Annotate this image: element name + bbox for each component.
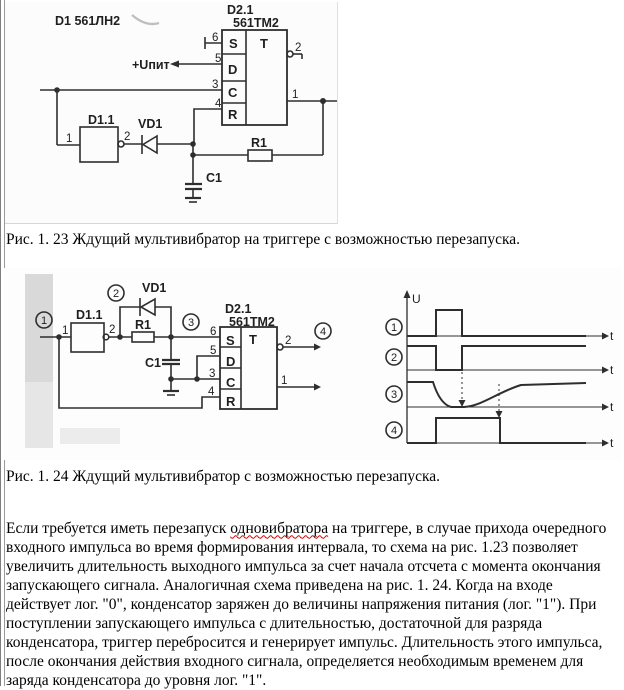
- ff-type-label: 561ТМ2: [233, 16, 279, 30]
- timing-arrows: [404, 290, 610, 447]
- gate-in-pin-number: 1: [66, 133, 73, 145]
- figure-1-23-image: [5, 2, 338, 224]
- gate-ref-label: D1.1: [88, 113, 115, 127]
- ff-t-label: T: [260, 36, 268, 51]
- t-axis-label-2: t: [610, 363, 614, 377]
- body-text-rest: на триггере, в случае прихода очередного входного импульса во время формирования интервала, то схема на рис. 1.23 позволяет увеличить длительность выходного импульса за счет начала отсчета с момента окончания запускающего сигнала. Аналогичная схема приведена на рис. 1. 24. Когда на входе действует лог. "0", конденсатор заряжен до величины напряжения питания (лог. "1"). При поступлении запускающего импульса с длительностью, достаточной для разряда конденсатора, триггер перебросится и генерирует импульс. Длительность этого импульса, после окончания действия входного сигнала, определяется необходимым временем для заряда конденсатора до уровня лог. "1".: [6, 519, 607, 689]
- timing-diagram: [386, 297, 602, 443]
- fig123-schematic: [5, 2, 337, 223]
- pin-1-number: 1: [281, 375, 288, 387]
- gate-in-pin-number: 1: [62, 325, 69, 337]
- node-4-number: 4: [319, 326, 327, 338]
- t1-axis-arrow-icon: [602, 333, 609, 340]
- ff-ref-label: D2.1: [225, 302, 252, 316]
- pin-4-number: 4: [215, 98, 222, 110]
- dotted-arrow-2-icon: [496, 411, 503, 418]
- ff-ref-label: D2.1: [227, 3, 254, 17]
- pin-1-number: 1: [292, 89, 299, 101]
- body-text-start: Если требуется иметь перезапуск: [6, 519, 231, 537]
- pin-6-number: 6: [210, 326, 217, 338]
- pin-2-number: 2: [285, 335, 292, 347]
- vcc-label: +Uпит: [132, 58, 170, 72]
- pin-3-number: 3: [212, 79, 219, 91]
- trace-4-number: 4: [390, 425, 398, 437]
- trace-3-number: 3: [390, 389, 398, 401]
- t2-axis-arrow-icon: [602, 367, 609, 374]
- pin-2-number: 2: [295, 42, 302, 54]
- ff-type-label: 561ТМ2: [229, 315, 275, 329]
- pin-6-number: 6: [212, 32, 219, 44]
- scan-artifact-band: [25, 274, 120, 448]
- trace-2-number: 2: [390, 352, 398, 364]
- ic1-label: D1 561ЛН2: [55, 14, 121, 28]
- node-1-number: 1: [40, 315, 48, 327]
- ff-t-label: T: [249, 332, 257, 347]
- fig124-wires: [36, 285, 331, 409]
- cap-ref-label: C1: [145, 356, 161, 370]
- gate-out-pin-number: 2: [124, 131, 131, 143]
- t-axis-label-4: t: [610, 436, 614, 450]
- resistor-ref-label: R1: [251, 136, 267, 150]
- pin-5-number: 5: [210, 345, 217, 357]
- trace-1-number: 1: [390, 322, 398, 334]
- pin-r-label: R: [228, 107, 238, 122]
- misspelled-word: одновибратора: [230, 519, 329, 537]
- t4-axis-arrow-icon: [602, 440, 609, 447]
- pin-s-label: S: [226, 333, 235, 348]
- fig124-schematic: [4, 268, 622, 460]
- output-1-arrow-icon: [314, 384, 321, 391]
- u-axis-label: U: [412, 292, 421, 306]
- pin-3-number: 3: [209, 368, 216, 380]
- pin-d-label: D: [226, 354, 236, 369]
- resistor-ref-label: R1: [135, 318, 151, 332]
- t3-axis-arrow-icon: [602, 404, 609, 411]
- pin-c-label: C: [226, 375, 236, 390]
- pin-r-label: R: [226, 394, 236, 409]
- pin-5-number: 5: [215, 53, 222, 65]
- node-3-number: 3: [187, 317, 195, 329]
- dotted-arrow-1-icon: [459, 400, 466, 407]
- body-paragraph: [6, 519, 620, 690]
- fig123-wires: [40, 15, 337, 202]
- pin-s-label: S: [229, 36, 238, 51]
- figure-1-24-image: [4, 268, 622, 460]
- pin-4-number: 4: [208, 386, 215, 398]
- pin-d-label: D: [228, 62, 238, 77]
- figure-1-24-caption: Рис. 1. 24 Ждущий мультивибратор с возможностью перезапуска.: [6, 468, 441, 485]
- output-2-arrow-icon: [314, 344, 321, 351]
- pin-c-label: C: [228, 85, 238, 100]
- u-axis-arrow-icon: [404, 290, 411, 298]
- gate-ref-label: D1.1: [76, 308, 103, 322]
- figure-1-23-caption: Рис. 1. 23 Ждущий мультивибратор на триггере с возможностью перезапуска.: [6, 231, 521, 248]
- t-axis-label-1: t: [610, 329, 614, 343]
- node-2-number: 2: [112, 288, 120, 300]
- cap-ref-label: C1: [206, 171, 222, 185]
- t-axis-label-3: t: [610, 400, 614, 414]
- gate-out-pin-number: 2: [109, 324, 116, 336]
- diode-ref-label: VD1: [138, 117, 163, 131]
- diode-ref-label: VD1: [142, 281, 167, 295]
- vcc-arrow-icon: [170, 61, 179, 68]
